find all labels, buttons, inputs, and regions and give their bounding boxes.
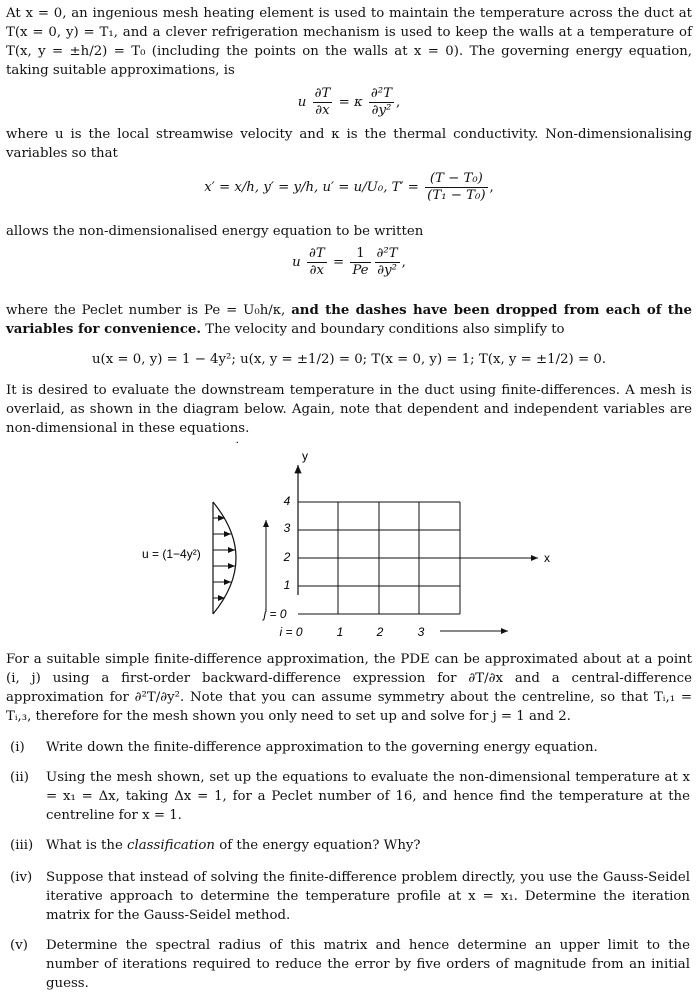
question-iv-text: Suppose that instead of solving the finite-difference problem directly, you use the Gauss-Seidel iterative approach to determine the temperature profile at x = x₁. Determine the iteration matrix for the Gauss-Seidel method. [46, 870, 690, 923]
eq2-text: x′ = x/h, y′ = y/h, u′ = u/U₀, T′ = [204, 180, 419, 195]
question-v-label: (v) [10, 938, 28, 953]
equation-nondim-vars [0, 171, 698, 204]
eq1-rhs-num: ∂²T [370, 86, 392, 101]
question-iv-label: (iv) [10, 870, 33, 885]
velocity-profile-arrows [213, 518, 235, 598]
eq3-tail: , [401, 255, 406, 270]
eq3-rhs-den: ∂y² [377, 263, 397, 278]
paragraph-finite-difference: For a suitable simple finite-difference approximation, the PDE can be approximated about at a point (i, j) using a first-order backward-difference expression for ∂T/∂x and a central-difference approximation for ∂²T/∂y². Note that you can assume symmetry about the centreline, so that Tᵢ,₁ = Tᵢ,₃, therefore for the mesh shown you only need to set up and solve for j = 1 and 2. [6, 652, 692, 724]
eq1-rhs-fraction [369, 86, 394, 119]
question-iii-text-a: What is the [46, 838, 123, 853]
paragraph-allows: allows the non-dimensionalised energy equation to be written [6, 224, 424, 239]
eq3-coef-fraction [350, 246, 370, 279]
diagram-dot: ˙ [235, 440, 241, 455]
question-i [10, 738, 690, 757]
eq3-coef-den: Pe [352, 263, 369, 278]
j-label-1: 1 [283, 578, 291, 592]
eq3-lhs-den: ∂x [309, 263, 325, 278]
velocity-profile-curve [213, 502, 236, 614]
question-v-text: Determine the spectral radius of this matrix and hence determine an upper limit to the number of iterations required to reduce the error by five orders of magnitude from an initial guess. [46, 938, 690, 991]
question-iii-emphasis: classification [127, 838, 215, 853]
question-ii-label: (ii) [10, 770, 29, 785]
mesh-grid [298, 502, 460, 614]
eq2-fraction [425, 171, 487, 204]
eq3-lhs-fraction [307, 246, 327, 279]
question-iv [10, 868, 690, 925]
velocity-profile-label: u = (1−4y²) [142, 547, 201, 561]
question-i-label: (i) [10, 740, 25, 755]
eq2-tail: , [489, 180, 494, 195]
i-label-2: 2 [376, 625, 384, 639]
eq3-coef-num: 1 [350, 246, 370, 263]
i-label-0: i = 0 [279, 625, 303, 639]
paragraph-peclet [6, 301, 692, 339]
eq2-num: (T − T₀) [425, 171, 487, 188]
peclet-text-bold: and the dashes have been dropped from each of the variables for convenience. [6, 303, 693, 337]
mesh-diagram [0, 440, 698, 640]
question-ii [10, 768, 690, 825]
eq1-lhs-den: ∂x [315, 103, 330, 118]
question-iii-label: (iii) [10, 838, 34, 853]
question-v [10, 936, 690, 993]
question-ii-text: Using the mesh shown, set up the equations to evaluate the non-dimensional temperature at x = x₁ = Δx, taking Δx = 1, for a Peclet number of 16, and hence find the temperature at the centreline for x = 1. [46, 770, 690, 823]
intro-paragraph: At x = 0, an ingenious mesh heating element is used to maintain the temperature across the duct at T(x = 0, y) = T₁, and a clever refrigeration mechanism is used to keep the walls at a temperature of T(x, y = ±h/2) = T₀ (including the points on the walls at x = 0). The governing energy equation, taking suitable approximations, is [6, 6, 692, 78]
i-label-1: 1 [336, 625, 344, 639]
j-label-2: 2 [283, 550, 291, 564]
paragraph-mesh-intro: It is desired to evaluate the downstream temperature in the duct using finite-differences. A mesh is overlaid, as shown in the diagram below. Again, note that dependent and independent variables are non-dimensional in these equations. [6, 383, 692, 436]
eq1-coeff: u [297, 95, 307, 110]
j-label-0: j = 0 [263, 607, 287, 621]
j-label-3: 3 [283, 521, 291, 535]
eq2-den: (T₁ − T₀) [427, 188, 486, 203]
question-iii [10, 836, 690, 855]
i-label-3: 3 [417, 625, 425, 639]
eq3-rhs-num: ∂²T [376, 246, 398, 261]
y-axis-label: y [302, 449, 308, 463]
question-i-text: Write down the finite-difference approximation to the governing energy equation. [46, 740, 598, 755]
eq1-rhs-den: ∂y² [371, 103, 392, 118]
eq3-lhs-num: ∂T [308, 246, 325, 261]
question-iii-text [46, 836, 690, 855]
eq3-equals: = [332, 255, 345, 270]
x-axis-label: x [544, 551, 550, 565]
eq1-lhs-fraction [313, 86, 333, 119]
paragraph-nondim: where u is the local streamwise velocity and κ is the thermal conductivity. Non-dimensionalising variables so that [6, 127, 692, 161]
equation-energy [0, 86, 698, 119]
equation-nondim-energy [0, 246, 698, 279]
eq3-coeff: u [292, 255, 301, 270]
eq3-rhs-fraction [375, 246, 400, 279]
equation-boundary-conditions: u(x = 0, y) = 1 − 4y²; u(x, y = ±1/2) = 0; T(x = 0, y) = 1; T(x, y = ±1/2) = 0. [91, 352, 607, 367]
eq1-equals: = κ [338, 95, 363, 110]
j-label-4: 4 [283, 494, 291, 508]
peclet-text-a: where the Peclet number is Pe = U₀h/κ, [6, 303, 286, 318]
eq1-tail: , [395, 95, 401, 110]
question-iii-text-b: of the energy equation? Why? [219, 838, 421, 853]
eq1-lhs-num: ∂T [314, 86, 331, 101]
peclet-text-c: The velocity and boundary conditions also simplify to [205, 322, 565, 337]
